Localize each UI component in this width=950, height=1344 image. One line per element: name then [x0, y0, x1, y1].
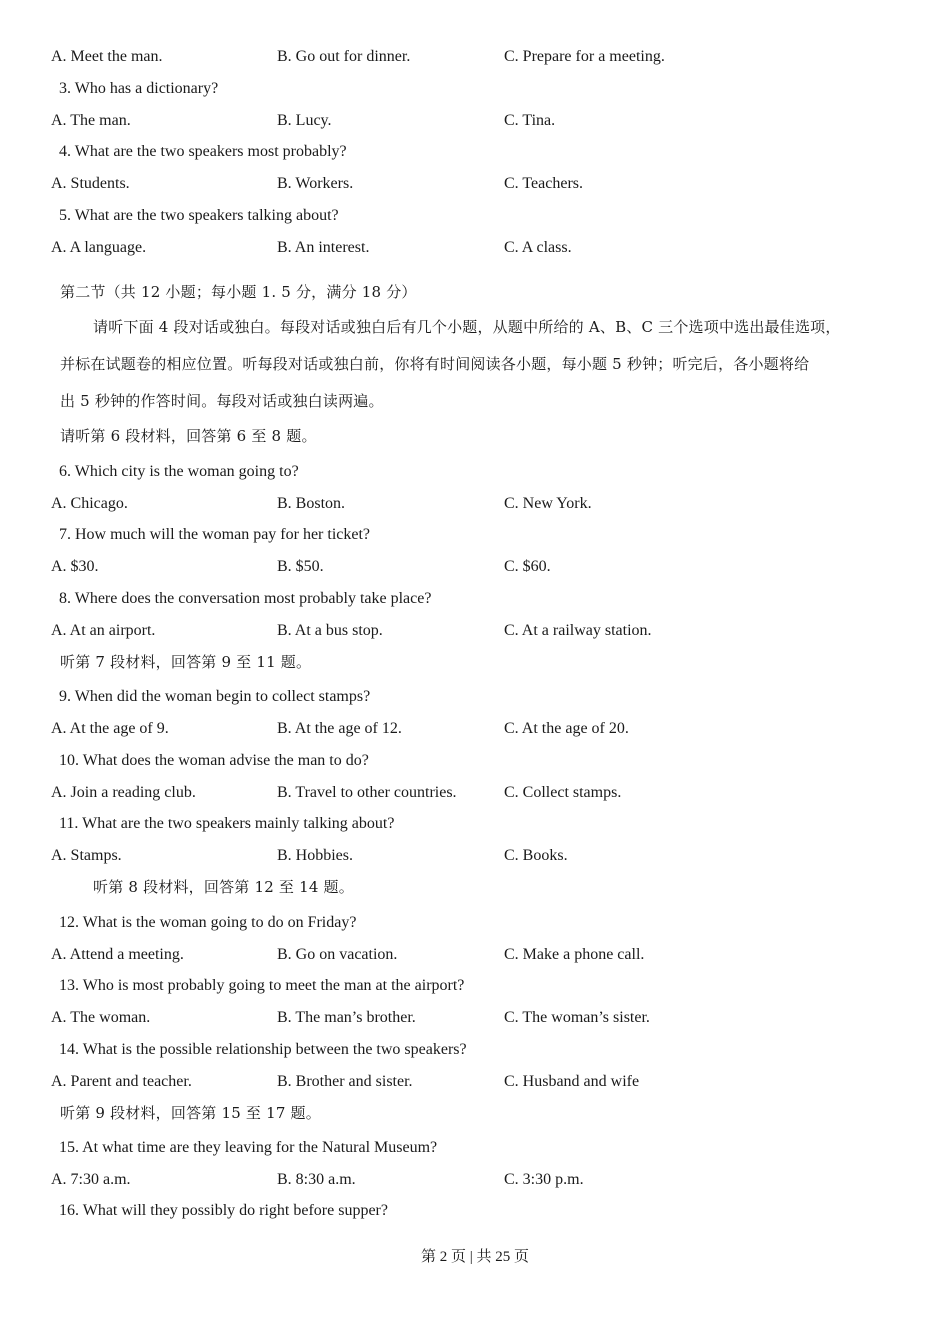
q13-option-b: B. The man’s brother. — [277, 1009, 416, 1026]
option-a: A. Meet the man. — [51, 48, 163, 65]
option-c: C. Prepare for a meeting. — [504, 48, 665, 65]
q4-option-b: B. Workers. — [277, 175, 354, 192]
material-6-instruction: 请听第 6 段材料，回答第 6 至 8 题。 — [60, 427, 317, 445]
q3-option-c: C. Tina. — [504, 112, 556, 129]
q12-option-a: A. Attend a meeting. — [51, 946, 184, 963]
q13-option-a: A. The woman. — [51, 1009, 151, 1026]
q11-option-a: A. Stamps. — [51, 847, 122, 864]
material-7-instruction: 听第 7 段材料，回答第 9 至 11 题。 — [60, 653, 312, 671]
q7-option-a: A. $30. — [51, 558, 99, 575]
instructions-line-3: 出 5 秒钟的作答时间。每段对话或独白读两遍。 — [60, 392, 384, 410]
q6-option-c: C. New York. — [504, 495, 592, 512]
section-heading: 第二节（共 12 小题；每小题 1. 5 分，满分 18 分） — [60, 283, 417, 301]
q15-option-a: A. 7:30 a.m. — [51, 1171, 131, 1188]
q4-option-a: A. Students. — [51, 175, 130, 192]
question-12: 12. What is the woman going to do on Friday? — [59, 914, 357, 931]
q8-option-c: C. At a railway station. — [504, 622, 652, 639]
q9-option-c: C. At the age of 20. — [504, 720, 629, 737]
q5-option-b: B. An interest. — [277, 239, 370, 256]
question-7: 7. How much will the woman pay for her ticket? — [59, 526, 371, 543]
q15-option-b: B. 8:30 a.m. — [277, 1171, 356, 1188]
q6-option-a: A. Chicago. — [51, 495, 128, 512]
q15-option-c: C. 3:30 p.m. — [504, 1171, 584, 1188]
material-9-instruction: 听第 9 段材料，回答第 15 至 17 题。 — [60, 1104, 321, 1122]
q4-option-c: C. Teachers. — [504, 175, 583, 192]
instructions-line-2: 并标在试题卷的相应位置。听每段对话或独白前，你将有时间阅读各小题，每小题 5 秒钟；听完后，各小题将给 — [60, 355, 810, 373]
q10-option-c: C. Collect stamps. — [504, 784, 622, 801]
q3-option-b: B. Lucy. — [277, 112, 332, 129]
q11-option-c: C. Books. — [504, 847, 568, 864]
q10-option-b: B. Travel to other countries. — [277, 784, 457, 801]
question-9: 9. When did the woman begin to collect stamps? — [59, 688, 371, 705]
question-16: 16. What will they possibly do right before supper? — [59, 1202, 388, 1219]
q13-option-c: C. The woman’s sister. — [504, 1009, 650, 1026]
question-5: 5. What are the two speakers talking about? — [59, 207, 339, 224]
question-3: 3. Who has a dictionary? — [59, 80, 219, 97]
q12-option-b: B. Go on vacation. — [277, 946, 398, 963]
q14-option-b: B. Brother and sister. — [277, 1073, 413, 1090]
question-11: 11. What are the two speakers mainly talking about? — [59, 815, 395, 832]
material-8-instruction: 听第 8 段材料，回答第 12 至 14 题。 — [93, 878, 354, 896]
question-15: 15. At what time are they leaving for the Natural Museum? — [59, 1139, 438, 1156]
question-4: 4. What are the two speakers most probably? — [59, 143, 347, 160]
q12-option-c: C. Make a phone call. — [504, 946, 645, 963]
option-b: B. Go out for dinner. — [277, 48, 411, 65]
instructions-line-1: 请听下面 4 段对话或独白。每段对话或独白后有几个小题，从题中所给的 A、B、C 三个选项中选出最佳选项， — [93, 318, 841, 336]
q10-option-a: A. Join a reading club. — [51, 784, 196, 801]
question-10: 10. What does the woman advise the man to do? — [59, 752, 369, 769]
q9-option-b: B. At the age of 12. — [277, 720, 402, 737]
q5-option-a: A. A language. — [51, 239, 147, 256]
q7-option-b: B. $50. — [277, 558, 324, 575]
q14-option-a: A. Parent and teacher. — [51, 1073, 192, 1090]
q8-option-a: A. At an airport. — [51, 622, 156, 639]
q5-option-c: C. A class. — [504, 239, 572, 256]
question-8: 8. Where does the conversation most probably take place? — [59, 590, 432, 607]
question-6: 6. Which city is the woman going to? — [59, 463, 299, 480]
q9-option-a: A. At the age of 9. — [51, 720, 169, 737]
question-14: 14. What is the possible relationship between the two speakers? — [59, 1041, 467, 1058]
q11-option-b: B. Hobbies. — [277, 847, 353, 864]
q6-option-b: B. Boston. — [277, 495, 346, 512]
q7-option-c: C. $60. — [504, 558, 551, 575]
q3-option-a: A. The man. — [51, 112, 131, 129]
page-indicator: 第 2 页 | 共 25 页 — [420, 1249, 529, 1265]
q14-option-c: C. Husband and wife — [504, 1073, 640, 1090]
question-13: 13. Who is most probably going to meet the man at the airport? — [59, 977, 465, 994]
q8-option-b: B. At a bus stop. — [277, 622, 383, 639]
